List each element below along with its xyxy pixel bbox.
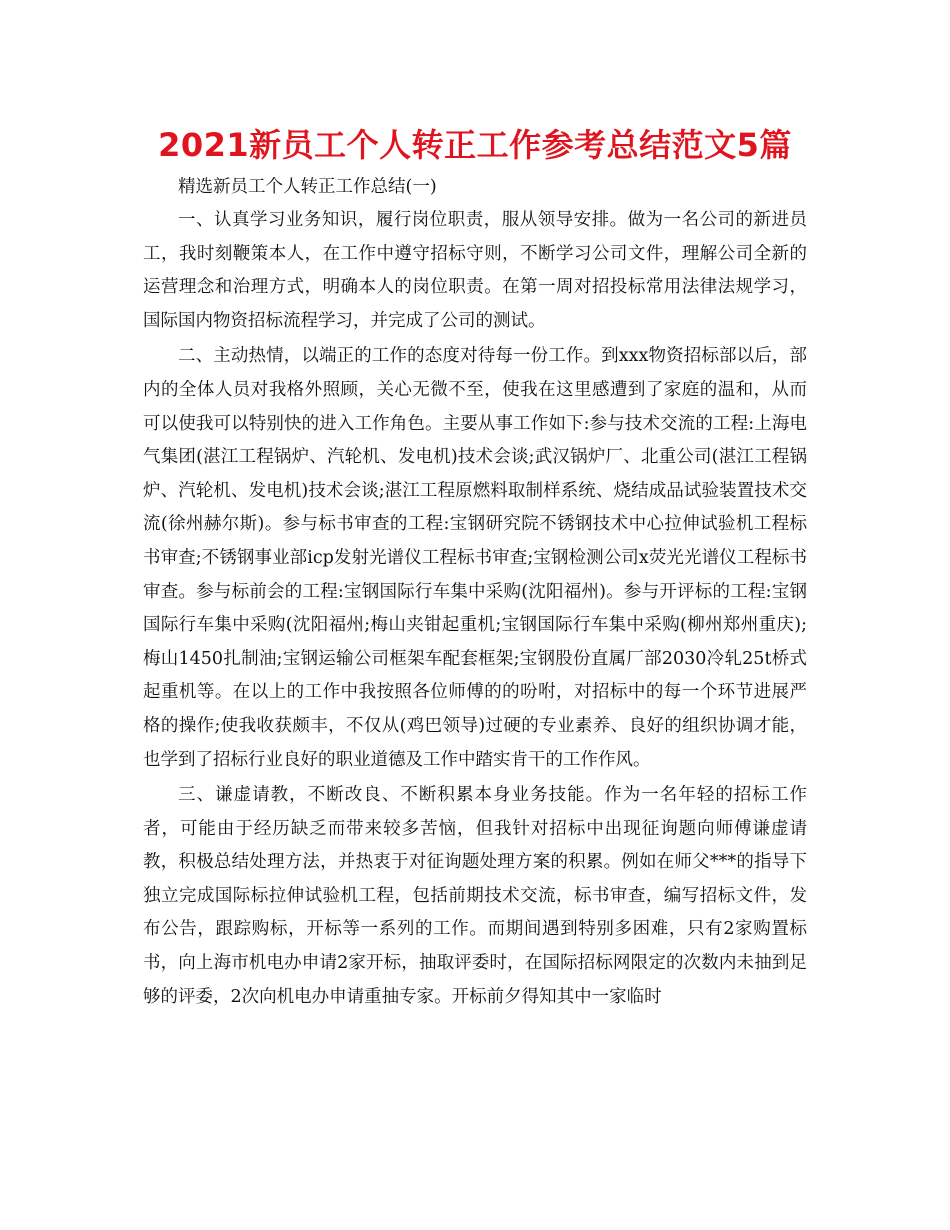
section-subtitle: 精选新员工个人转正工作总结(一) xyxy=(178,177,437,197)
document-title: 2021新员工个人转正工作参考总结范文5篇 xyxy=(158,126,792,164)
paragraph-3: 三、谦虚请教，不断改良、不断积累本身业务技能。作为一名年轻的招标工作者，可能由于经历缺乏而带来较多苦恼，但我针对招标中出现征询题向师傅谦虚请教，积极总结处理方法，并热衷于对征询题处理方案的积累。例如在师父***的指导下独立完成国际标拉伸试验机工程，包括前期技术交流，标书审查，编写招标文件，发布公告，跟踪购标，开标等一系列的工作。而期间遇到特别多困难，只有2家购置标书，向上海市机电办申请2家开标，抽取评委时，在国际招标网限定的次数内未抽到足够的评委，2次向机电办申请重抽专家。开标前夕得知其中一家临时 xyxy=(143,785,807,1007)
paragraph-1: 一、认真学习业务知识，履行岗位职责，服从领导安排。做为一名公司的新进员工，我时刻鞭策本人，在工作中遵守招标守则，不断学习公司文件，理解公司全新的运营理念和治理方式，明确本人的岗位职责。在第一周对招投标常用法律法规学习，国际国内物资招标流程学习，并完成了公司的测试。 xyxy=(143,210,807,331)
paragraph-2: 二、主动热情，以端正的工作的态度对待每一份工作。到xxx物资招标部以后，部内的全体人员对我格外照顾，关心无微不至，使我在这里感遭到了家庭的温和，从而可以使我可以特别快的进入工作角色。主要从事工作如下:参与技术交流的工程:上海电气集团(湛江工程锅炉、汽轮机、发电机)技术会谈;武汉锅炉厂、北重公司(湛江工程锅炉、汽轮机、发电机)技术会谈;湛江工程原燃料取制样系统、烧结成品试验装置技术交流(徐州赫尔斯)。参与标书审查的工程:宝钢研究院不锈钢技术中心拉伸试验机工程标书审查;不锈钢事业部icp发射光谱仪工程标书审查;宝钢检测公司x荧光光谱仪工程标书审查。参与标前会的工程:宝钢国际行车集中采购(沈阳福州)。参与开评标的工程:宝钢国际行车集中采购(沈阳福州;梅山夹钳起重机;宝钢国际行车集中采购(柳州郑州重庆);梅山1450扎制油;宝钢运输公司框架车配套框架;宝钢股份直属厂部2030冷轧25t桥式起重机等。在以上的工作中我按照各位师傅的的吩咐，对招标中的每一个环节进展严格的操作;使我收获颇丰，不仅从(鸡巴领导)过硬的专业素养、良好的组织协调才能，也学到了招标行业良好的职业道德及工作中踏实肯干的工作作风。 xyxy=(143,346,807,770)
